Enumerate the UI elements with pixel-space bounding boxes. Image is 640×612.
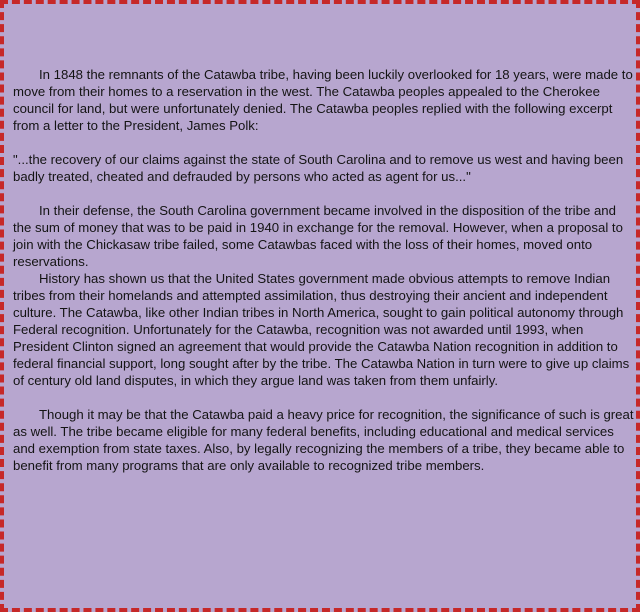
paragraph-recognition-significance: Though it may be that the Catawba paid a heavy price for recognition, the significance of such is great as well. The tribe became eligible for many federal benefits, including educational and medical services and exemption from state taxes. Also, by legally recognizing the members of a tribe, they became able to benefit from many programs that are only available to recognized tribe members.: [13, 407, 634, 473]
paragraph-south-carolina-defense: In their defense, the South Carolina government became involved in the disposition of the tribe and the sum of money that was to be paid in 1940 in exchange for the removal. However, when a proposal to join with the Chickasaw tribe failed, some Catawbas faced with the loss of their homes, moved onto reservations.: [13, 203, 623, 269]
paragraph-catawba-removal: In 1848 the remnants of the Catawba tribe, having been luckily overlooked for 18 years, were made to move from their homes to a reservation in the west. The Catawba peoples appealed to the Cherokee council for land, but were unfortunately denied. The Catawba peoples replied with the following excerpt from a letter to the President, James Polk:: [13, 67, 633, 133]
letter-excerpt-quote: "...the recovery of our claims against the state of South Carolina and to remove us west and having been badly treated, cheated and defrauded by persons who acted as agent for us...": [13, 152, 624, 184]
paragraph-federal-recognition: History has shown us that the United States government made obvious attempts to remove Indian tribes from their homelands and attempted assimilation, thus destroying their ancient and independent culture. The Catawba, like other Indian tribes in North America, sought to gain political autonomy through Federal recognition. Unfortunately for the Catawba, recognition was not awarded until 1993, when President Clinton signed an agreement that would provide the Catawba Nation recognition in addition to federal financial support, long sought after by the tribe. The Catawba Nation in turn were to give up claims of century old land disputes, in which they argue land was taken from them unfairly.: [13, 271, 630, 388]
article-text: [13, 66, 637, 474]
